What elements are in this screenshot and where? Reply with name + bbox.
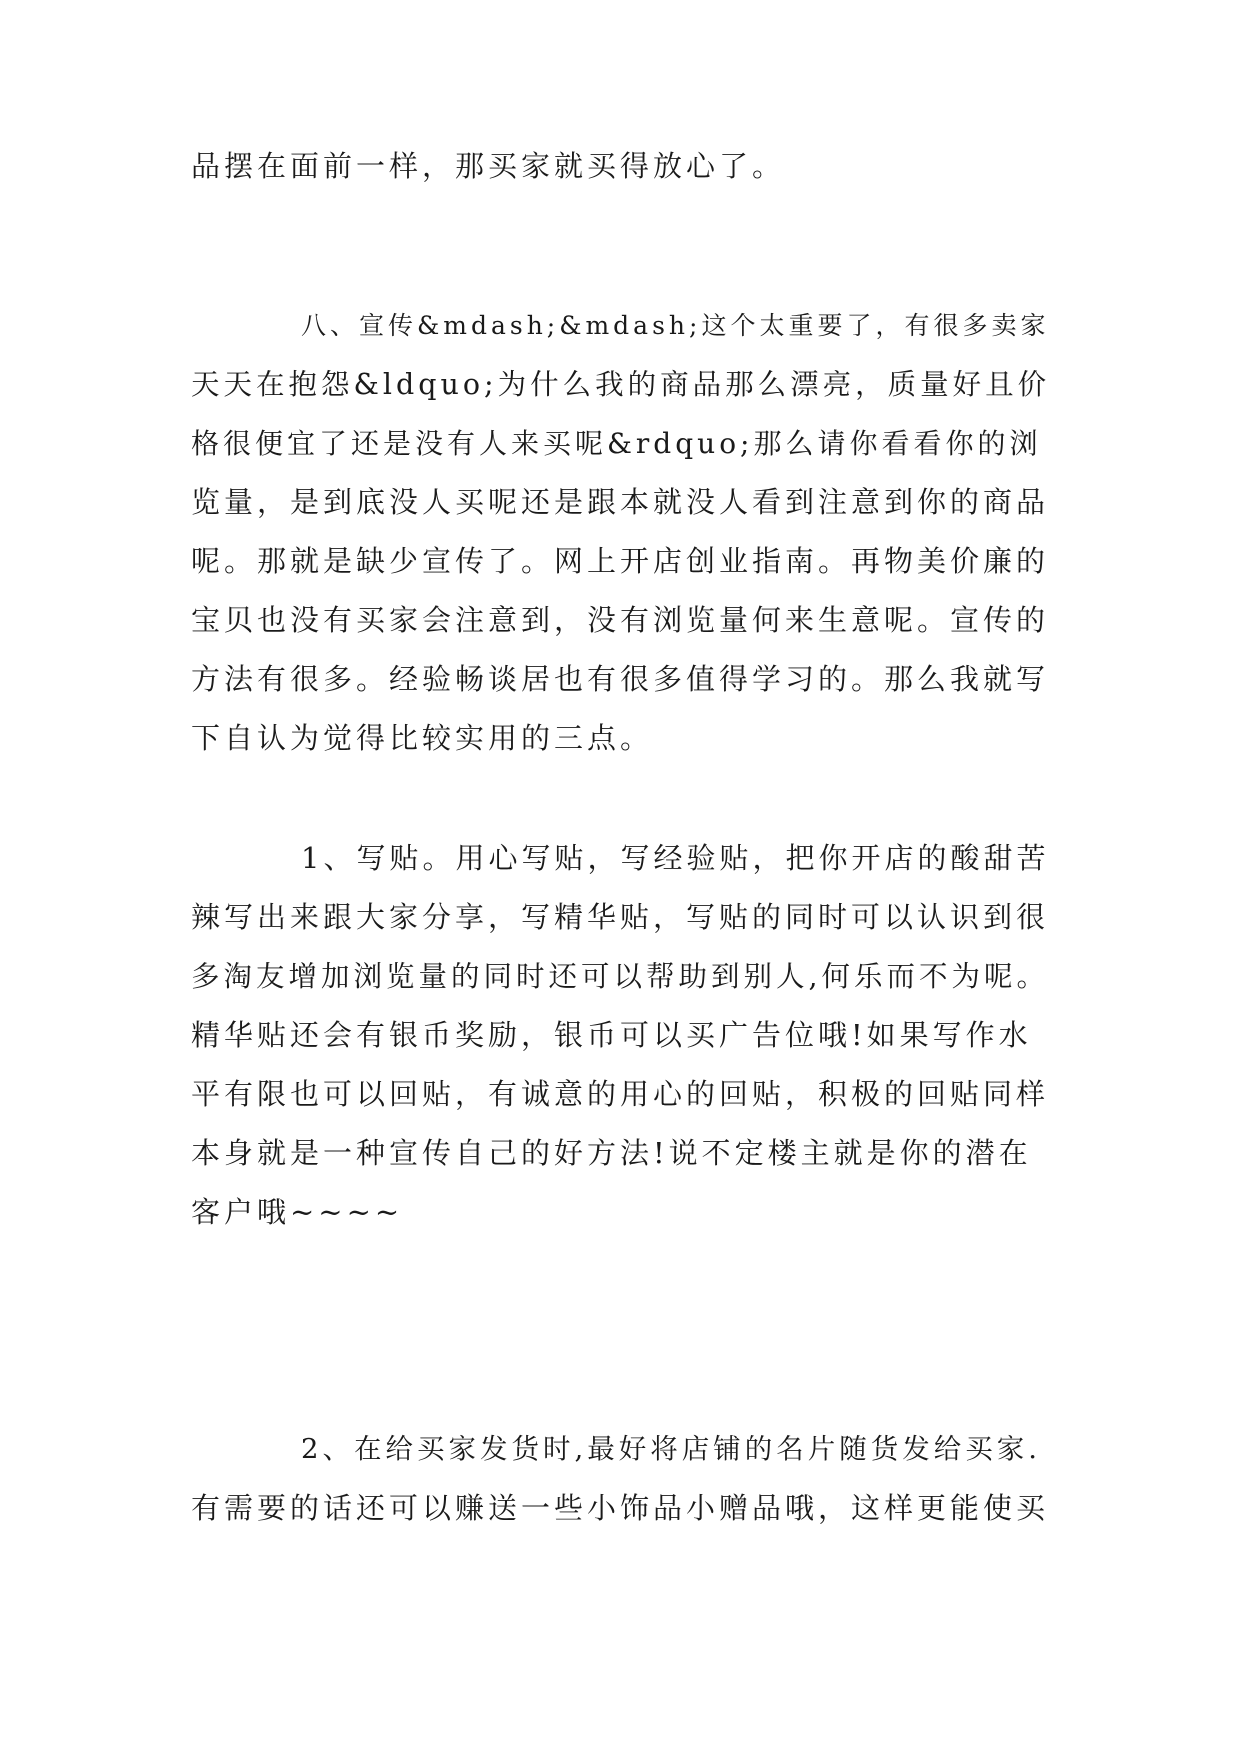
paragraph-line: 客户哦~~~~ xyxy=(191,1195,404,1229)
paragraph-line: 宝贝也没有买家会注意到，没有浏览量何来生意呢。宣传的 xyxy=(191,603,1050,637)
paragraph-line: 1、写贴。用心写贴，写经验贴，把你开店的酸甜苦 xyxy=(301,841,1050,875)
paragraph-line: 多淘友增加浏览量的同时还可以帮助到别人,何乐而不为呢。 xyxy=(191,960,1050,993)
paragraph-line: 格很便宜了还是没有人来买呢&rdquo;那么请你看看你的浏 xyxy=(191,427,1042,460)
paragraph-line: 品摆在面前一样，那买家就买得放心了。 xyxy=(191,149,786,183)
paragraph-1 xyxy=(191,137,1051,196)
paragraph-2 xyxy=(191,296,1051,768)
paragraph-line: 本身就是一种宣传自己的好方法!说不定楼主就是你的潜在 xyxy=(191,1136,1032,1170)
paragraph-line: 览量，是到底没人买呢还是跟本就没人看到注意到你的商品 xyxy=(191,485,1050,519)
paragraph-line: 精华贴还会有银币奖励，银币可以买广告位哦!如果写作水 xyxy=(191,1018,1032,1052)
paragraph-3 xyxy=(191,829,1051,1242)
paragraph-line: 天天在抱怨&ldquo;为什么我的商品那么漂亮，质量好且价 xyxy=(191,368,1051,401)
paragraph-line: 2、在给买家发货时,最好将店铺的名片随货发给买家. xyxy=(301,1433,1041,1465)
paragraph-line: 八、宣传&mdash;&mdash;这个太重要了，有很多卖家 xyxy=(301,311,1050,340)
paragraph-line: 平有限也可以回贴，有诚意的用心的回贴，积极的回贴同样 xyxy=(191,1077,1050,1111)
paragraph-4 xyxy=(191,1420,1051,1538)
paragraph-line: 有需要的话还可以赚送一些小饰品小赠品哦，这样更能使买 xyxy=(191,1491,1050,1525)
paragraph-line: 辣写出来跟大家分享，写精华贴，写贴的同时可以认识到很 xyxy=(191,900,1050,934)
paragraph-line: 方法有很多。经验畅谈居也有很多值得学习的。那么我就写 xyxy=(191,662,1050,696)
paragraph-line: 呢。那就是缺少宣传了。网上开店创业指南。再物美价廉的 xyxy=(191,544,1050,578)
paragraph-line: 下自认为觉得比较实用的三点。 xyxy=(191,721,654,755)
